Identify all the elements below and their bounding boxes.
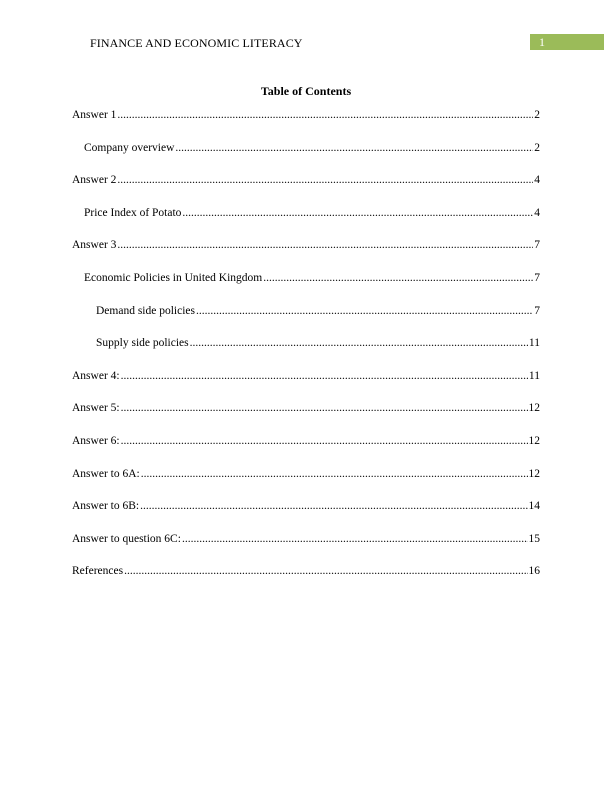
toc-dot-leader <box>117 174 533 186</box>
toc-entry[interactable] <box>72 533 540 566</box>
toc-dot-leader <box>121 402 528 414</box>
toc-entry[interactable] <box>72 207 540 240</box>
toc-entry[interactable] <box>72 402 540 435</box>
page-number-badge: 1 <box>530 34 604 50</box>
toc-entry-page: 2 <box>534 109 540 121</box>
toc-entry[interactable] <box>72 239 540 272</box>
toc-entry-label: Answer to 6B: <box>72 500 140 513</box>
toc-entry-label: Answer to 6A: <box>72 467 140 480</box>
toc-entry-page: 12 <box>528 402 540 415</box>
toc-entry-page: 12 <box>528 467 540 480</box>
toc-entry-label: Answer 4: <box>72 369 120 382</box>
toc-entry-page: 7 <box>534 239 540 252</box>
toc-entry-label: Price Index of Potato <box>84 206 182 219</box>
toc-entry-label: Answer to question 6C: <box>72 532 181 545</box>
toc-dot-leader <box>140 500 527 512</box>
toc-entry-label: Company overview <box>84 141 175 154</box>
toc-dot-leader <box>117 109 533 121</box>
toc-dot-leader <box>263 272 533 284</box>
toc-entry[interactable] <box>72 500 540 533</box>
toc-entry-page: 7 <box>534 271 540 284</box>
toc-entry[interactable] <box>72 337 540 370</box>
toc-entry-page: 11 <box>528 369 540 382</box>
toc-entry[interactable] <box>72 565 540 598</box>
running-header-title: FINANCE AND ECONOMIC LITERACY <box>90 36 303 50</box>
table-of-contents <box>72 109 540 598</box>
toc-entry[interactable] <box>72 435 540 468</box>
toc-entry[interactable] <box>72 272 540 305</box>
toc-dot-leader <box>182 207 533 219</box>
toc-entry-label: Demand side policies <box>96 304 196 317</box>
toc-entry-page: 2 <box>534 141 540 154</box>
toc-entry-label: Economic Policies in United Kingdom <box>84 271 263 284</box>
toc-entry[interactable] <box>72 142 540 175</box>
toc-dot-leader <box>121 370 528 382</box>
toc-dot-leader <box>124 565 527 577</box>
toc-dot-leader <box>175 142 533 154</box>
toc-heading: Table of Contents <box>260 84 352 98</box>
toc-entry[interactable] <box>72 109 540 142</box>
toc-entry-label: Answer 1 <box>72 109 117 121</box>
toc-entry-page: 11 <box>528 337 540 350</box>
toc-entry-label: Answer 3 <box>72 239 117 252</box>
toc-entry-label: References <box>72 565 124 578</box>
toc-entry-page: 4 <box>534 206 540 219</box>
toc-entry-label: Answer 6: <box>72 434 120 447</box>
toc-dot-leader <box>182 533 528 545</box>
toc-dot-leader <box>190 337 528 349</box>
toc-entry-page: 12 <box>528 434 540 447</box>
toc-entry-label: Answer 2 <box>72 174 117 187</box>
toc-entry-page: 4 <box>534 174 540 187</box>
toc-dot-leader <box>121 435 528 447</box>
toc-entry[interactable] <box>72 305 540 338</box>
toc-dot-leader <box>141 468 528 480</box>
toc-dot-leader <box>196 305 533 317</box>
toc-entry-page: 14 <box>528 500 540 513</box>
toc-entry[interactable] <box>72 370 540 403</box>
toc-entry-page: 15 <box>528 532 540 545</box>
toc-dot-leader <box>117 239 533 251</box>
toc-entry[interactable] <box>72 468 540 501</box>
toc-entry[interactable] <box>72 174 540 207</box>
toc-entry-page: 7 <box>534 304 540 317</box>
toc-entry-page: 16 <box>528 565 540 578</box>
toc-entry-label: Supply side policies <box>96 337 189 350</box>
toc-entry-label: Answer 5: <box>72 402 120 415</box>
